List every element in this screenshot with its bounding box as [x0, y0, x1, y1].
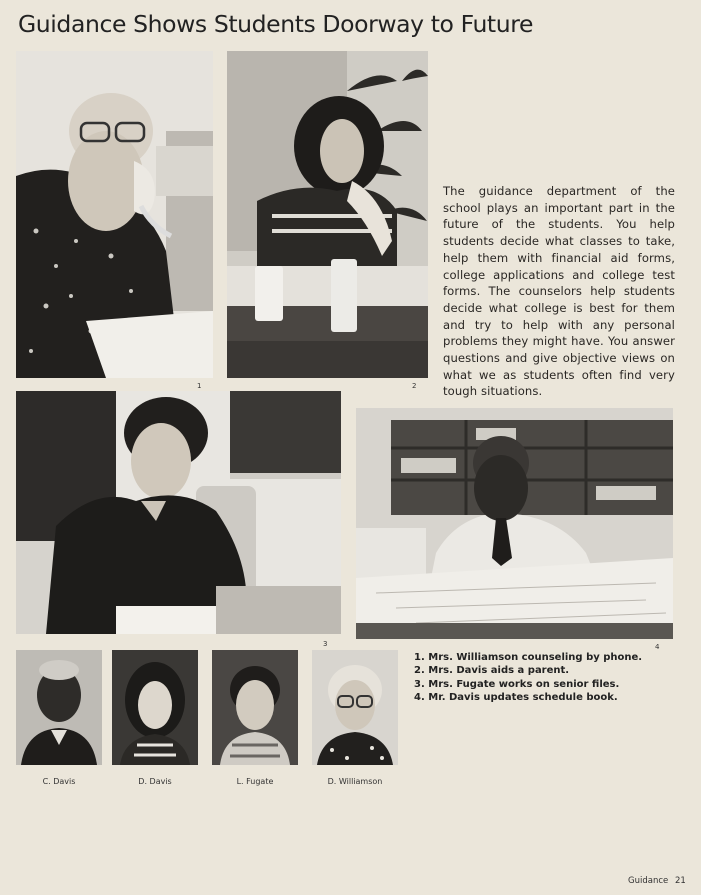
portrait-name-d-davis: D. Davis	[138, 777, 172, 786]
photo-3-number: 3	[323, 640, 328, 648]
page-title: Guidance Shows Students Doorway to Future	[18, 10, 534, 38]
photo-fugate-files	[16, 391, 341, 634]
photo-davis-desk	[227, 51, 428, 378]
portrait-name-d-williamson: D. Williamson	[327, 777, 383, 786]
article-body: The guidance department of the school plays an important part in the future of the students. You help students decide what classes to take, help them with financial aid forms, college applications and college test forms. The counselors help students decide what college is best for them and try to help with any personal problems they might have. You answer questions and give objective views on what we as students often find very tough situations.	[443, 184, 675, 399]
photo-c-davis-desk	[356, 408, 673, 639]
photo-1-number: 1	[197, 382, 202, 390]
portrait-d-davis	[112, 650, 198, 765]
photo-2-number: 2	[412, 382, 417, 390]
photo-williamson-phone	[16, 51, 213, 378]
portrait-name-l-fugate: L. Fugate	[236, 777, 274, 786]
portrait-d-williamson	[312, 650, 398, 765]
caption-1: 1. Mrs. Williamson counseling by phone.	[414, 652, 643, 663]
page-footer	[628, 876, 686, 886]
caption-3: 3. Mrs. Fugate works on senior files.	[414, 678, 620, 690]
portrait-c-davis	[16, 650, 102, 765]
photo-4-number: 4	[655, 643, 660, 651]
portrait-l-fugate	[212, 650, 298, 765]
footer-page-number: 21	[674, 876, 686, 886]
photo-captions	[414, 651, 642, 705]
caption-4: 4. Mr. Davis updates schedule book.	[414, 692, 618, 704]
portrait-name-c-davis: C. Davis	[42, 777, 76, 786]
caption-2: 2. Mrs. Davis aids a parent.	[414, 665, 570, 677]
footer-section: Guidance	[628, 876, 669, 886]
